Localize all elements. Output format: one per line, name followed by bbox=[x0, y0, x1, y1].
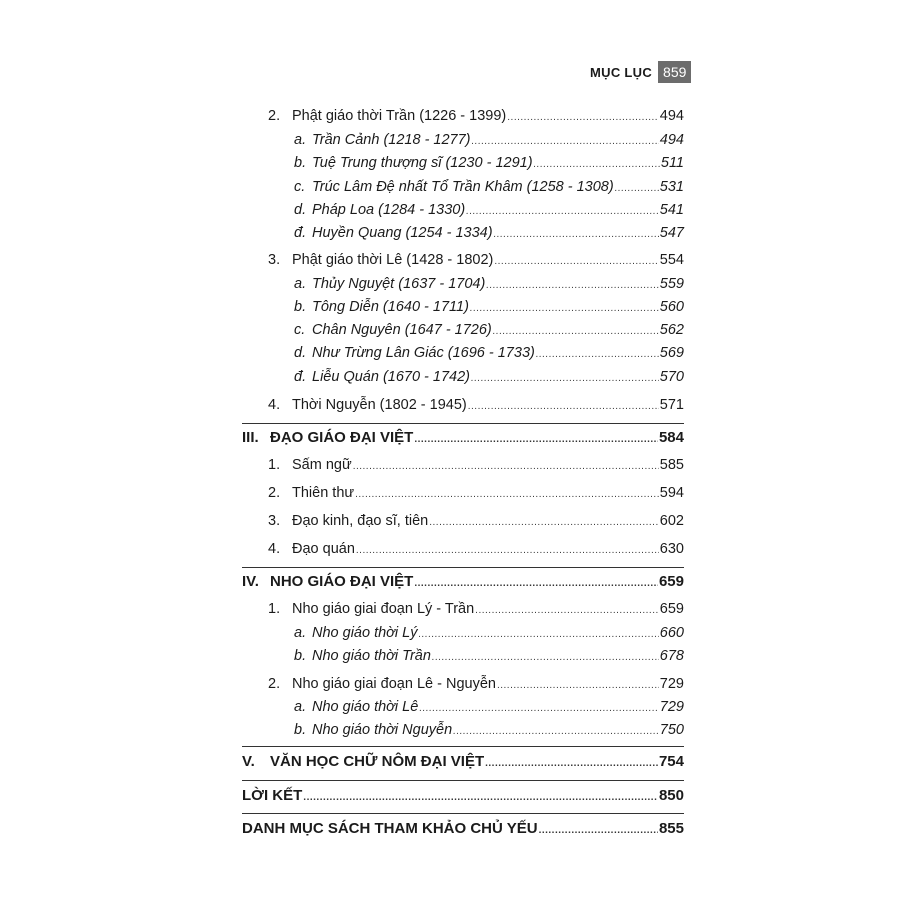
toc-entry[interactable] bbox=[242, 647, 684, 667]
toc-entry[interactable] bbox=[242, 107, 684, 127]
toc-entry-page: 750 bbox=[659, 722, 684, 738]
toc-entry-page: 602 bbox=[659, 513, 684, 529]
toc-entry-title: Đạo quán bbox=[292, 541, 355, 557]
header-title: MỤC LỤC bbox=[590, 64, 653, 80]
leader-dots bbox=[472, 133, 659, 151]
toc-entry[interactable] bbox=[242, 131, 684, 151]
toc-entry-title: Chân Nguyên (1647 - 1726) bbox=[312, 322, 492, 338]
leader-dots bbox=[453, 723, 659, 741]
toc-entry-page: 569 bbox=[659, 345, 684, 361]
toc-entry[interactable] bbox=[242, 154, 684, 174]
toc-entry-number: 4. bbox=[268, 397, 281, 413]
toc-entry[interactable] bbox=[242, 321, 684, 341]
toc-entry-title: Nho giáo thời Lý bbox=[312, 625, 418, 641]
toc-entry-title: Sấm ngữ bbox=[292, 457, 352, 473]
toc-entry-title: Nho giáo giai đoạn Lý - Trần bbox=[292, 601, 475, 617]
toc-entry[interactable] bbox=[242, 675, 684, 695]
toc-entry-number: c. bbox=[294, 179, 306, 195]
section-divider bbox=[242, 813, 684, 814]
leader-dots bbox=[534, 156, 660, 174]
section-divider bbox=[242, 780, 684, 781]
toc-section[interactable] bbox=[242, 429, 684, 449]
toc-entry-page: 547 bbox=[659, 225, 684, 241]
toc-section-number: III. bbox=[242, 429, 259, 446]
toc-section[interactable] bbox=[242, 573, 684, 593]
toc-section-page: 855 bbox=[658, 820, 684, 837]
toc-entry-number: 2. bbox=[268, 485, 281, 501]
toc-entry-number: d. bbox=[294, 345, 307, 361]
toc-entry[interactable] bbox=[242, 251, 684, 271]
leader-dots bbox=[353, 458, 659, 476]
toc-section-number: IV. bbox=[242, 573, 259, 590]
leader-dots bbox=[414, 575, 658, 593]
leader-dots bbox=[303, 789, 658, 807]
toc-section-title: VĂN HỌC CHỮ NÔM ĐẠI VIỆT bbox=[270, 753, 485, 770]
leader-dots bbox=[494, 226, 659, 244]
toc-entry[interactable] bbox=[242, 624, 684, 644]
toc-entry-title: Liễu Quán (1670 - 1742) bbox=[312, 369, 470, 385]
toc-entry[interactable] bbox=[242, 178, 684, 198]
toc-entry-title: Thời Nguyễn (1802 - 1945) bbox=[292, 397, 467, 413]
toc-entry-title: Phật giáo thời Trần (1226 - 1399) bbox=[292, 108, 507, 124]
toc-entry[interactable] bbox=[242, 698, 684, 718]
section-divider bbox=[242, 423, 684, 424]
toc-entry-number: 2. bbox=[268, 108, 281, 124]
toc-entry-number: 1. bbox=[268, 457, 281, 473]
leader-dots bbox=[493, 323, 659, 341]
section-divider bbox=[242, 746, 684, 747]
toc-entry-page: 570 bbox=[659, 369, 684, 385]
toc-entry-title: Trần Cảnh (1218 - 1277) bbox=[312, 132, 471, 148]
toc-entry-page: 729 bbox=[659, 676, 684, 692]
toc-entry-page: 594 bbox=[659, 485, 684, 501]
toc-entry-number: 4. bbox=[268, 541, 281, 557]
toc-entry[interactable] bbox=[242, 721, 684, 741]
toc-section[interactable] bbox=[242, 753, 684, 773]
leader-dots bbox=[471, 370, 659, 388]
running-header bbox=[590, 61, 691, 83]
toc-entry-title: Tông Diễn (1640 - 1711) bbox=[312, 299, 469, 315]
toc-entry-page: 729 bbox=[659, 699, 684, 715]
toc-entry-title: Pháp Loa (1284 - 1330) bbox=[312, 202, 466, 218]
leader-dots bbox=[615, 180, 659, 198]
toc-section[interactable] bbox=[242, 787, 684, 807]
leader-dots bbox=[432, 649, 659, 667]
toc-section-title: LỜI KẾT bbox=[242, 787, 303, 804]
toc-section-title: ĐẠO GIÁO ĐẠI VIỆT bbox=[270, 429, 414, 446]
toc-entry-number: a. bbox=[294, 276, 307, 292]
leader-dots bbox=[470, 300, 659, 318]
header-page-number: 859 bbox=[658, 61, 691, 83]
toc-entry[interactable] bbox=[242, 344, 684, 364]
toc-entry-page: 531 bbox=[659, 179, 684, 195]
toc-entry-number: d. bbox=[294, 202, 307, 218]
toc-entry-title: Nho giáo thời Trần bbox=[312, 648, 431, 664]
toc-entry[interactable] bbox=[242, 600, 684, 620]
toc-entry-page: 511 bbox=[660, 155, 684, 171]
leader-dots bbox=[356, 542, 659, 560]
toc-entry-page: 571 bbox=[659, 397, 684, 413]
toc-entry-title: Tuệ Trung thượng sĩ (1230 - 1291) bbox=[312, 155, 533, 171]
toc-entry[interactable] bbox=[242, 540, 684, 560]
toc-entry-page: 559 bbox=[659, 276, 684, 292]
toc-entry-page: 659 bbox=[659, 601, 684, 617]
leader-dots bbox=[536, 346, 659, 364]
toc-entry-number: đ. bbox=[294, 225, 307, 241]
toc-section-page: 659 bbox=[658, 573, 684, 590]
toc-entry-page: 494 bbox=[659, 108, 684, 124]
leader-dots bbox=[539, 822, 658, 840]
toc-entry-number: a. bbox=[294, 699, 307, 715]
leader-dots bbox=[414, 431, 658, 449]
toc-entry-number: 3. bbox=[268, 513, 281, 529]
toc-entry-number: b. bbox=[294, 155, 307, 171]
toc-entry-page: 560 bbox=[659, 299, 684, 315]
leader-dots bbox=[485, 755, 658, 773]
toc-entry-page: 494 bbox=[659, 132, 684, 148]
leader-dots bbox=[507, 109, 659, 127]
toc-entry-number: a. bbox=[294, 625, 307, 641]
section-divider bbox=[242, 567, 684, 568]
toc-entry-number: b. bbox=[294, 648, 307, 664]
toc-entry-number: b. bbox=[294, 722, 307, 738]
toc-entry[interactable] bbox=[242, 512, 684, 532]
toc-entry-number: 3. bbox=[268, 252, 281, 268]
leader-dots bbox=[497, 677, 659, 695]
toc-entry-page: 630 bbox=[659, 541, 684, 557]
leader-dots bbox=[486, 277, 659, 295]
toc-entry-title: Thủy Nguyệt (1637 - 1704) bbox=[312, 276, 486, 292]
toc-entry-number: 1. bbox=[268, 601, 281, 617]
leader-dots bbox=[355, 486, 659, 504]
toc-entry-page: 562 bbox=[659, 322, 684, 338]
toc-section-page: 584 bbox=[658, 429, 684, 446]
toc-section-page: 850 bbox=[658, 787, 684, 804]
toc-entry-page: 554 bbox=[659, 252, 684, 268]
toc-entry-title: Nho giáo giai đoạn Lê - Nguyễn bbox=[292, 676, 496, 692]
toc-entry[interactable] bbox=[242, 456, 684, 476]
leader-dots bbox=[419, 700, 658, 718]
toc-section-title: DANH MỤC SÁCH THAM KHẢO CHỦ YẾU bbox=[242, 820, 538, 837]
toc-entry[interactable] bbox=[242, 201, 684, 221]
toc-entry-number: a. bbox=[294, 132, 307, 148]
toc-entry-title: Trúc Lâm Đệ nhất Tổ Trần Khâm (1258 - 1308) bbox=[312, 179, 614, 195]
toc-entry-number: b. bbox=[294, 299, 307, 315]
toc-entry-page: 660 bbox=[659, 625, 684, 641]
toc-entry[interactable] bbox=[242, 484, 684, 504]
toc-entry-page: 585 bbox=[659, 457, 684, 473]
toc-entry[interactable] bbox=[242, 396, 684, 416]
toc-entry[interactable] bbox=[242, 368, 684, 388]
toc-entry-page: 678 bbox=[659, 648, 684, 664]
toc-entry-title: Như Trừng Lân Giác (1696 - 1733) bbox=[312, 345, 535, 361]
toc-entry-title: Nho giáo thời Nguyễn bbox=[312, 722, 453, 738]
toc-entry-title: Huyền Quang (1254 - 1334) bbox=[312, 225, 493, 241]
toc-section-title: NHO GIÁO ĐẠI VIỆT bbox=[270, 573, 414, 590]
leader-dots bbox=[475, 602, 659, 620]
toc-entry-page: 541 bbox=[659, 202, 684, 218]
toc-entry-title: Thiên thư bbox=[292, 485, 355, 501]
toc-entry-number: đ. bbox=[294, 369, 307, 385]
toc-section[interactable] bbox=[242, 820, 684, 840]
toc-entry[interactable] bbox=[242, 275, 684, 295]
leader-dots bbox=[466, 203, 659, 221]
toc-section-page: 754 bbox=[658, 753, 684, 770]
leader-dots bbox=[419, 626, 659, 644]
leader-dots bbox=[468, 398, 659, 416]
toc-entry-title: Đạo kinh, đạo sĩ, tiên bbox=[292, 513, 429, 529]
toc-entry[interactable] bbox=[242, 224, 684, 244]
toc-entry-title: Nho giáo thời Lê bbox=[312, 699, 419, 715]
toc-entry-number: c. bbox=[294, 322, 306, 338]
toc-section-number: V. bbox=[242, 753, 255, 770]
leader-dots bbox=[494, 253, 658, 271]
toc-entry-number: 2. bbox=[268, 676, 281, 692]
toc-entry[interactable] bbox=[242, 298, 684, 318]
toc-entry-title: Phật giáo thời Lê (1428 - 1802) bbox=[292, 252, 494, 268]
leader-dots bbox=[429, 514, 659, 532]
